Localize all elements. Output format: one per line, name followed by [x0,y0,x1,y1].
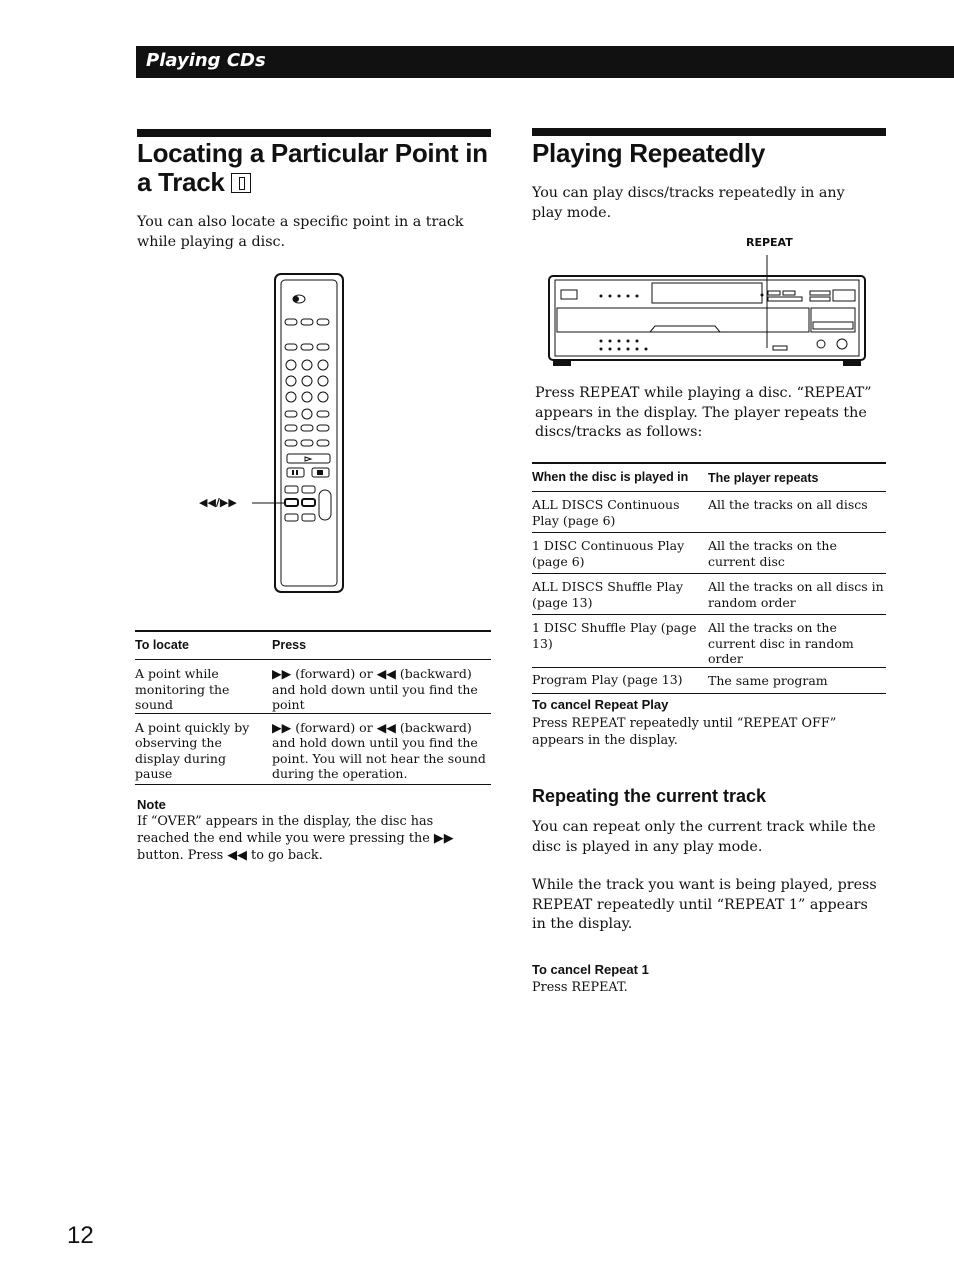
page-number: 12 [67,1222,94,1249]
remote-drawing [195,270,355,600]
cancel-repeat1-text: Press REPEAT. [532,980,628,995]
table-row [135,714,491,784]
remote-callout-label: ◀◀/▶▶ [199,496,237,509]
result-cell: All the tracks on all discs in random order [708,579,884,610]
repeat-table [532,462,886,694]
result-cell: All the tracks on all discs [708,497,868,512]
mode-cell: ALL DISCS Continuous Play (page 6) [532,497,680,528]
locate-table-header-locate: To locate [135,638,189,652]
note-title: Note [137,797,166,812]
remote-illustration [195,270,355,600]
mode-cell: ALL DISCS Shuffle Play (page 13) [532,579,684,610]
note-text: If “OVER” appears in the display, the disc has reached the end while you were pressing the ▶▶ button. Press ◀◀ to go back. [137,814,454,863]
mode-cell: 1 DISC Shuffle Play (page 13) [532,620,697,651]
mode-cell: Program Play (page 13) [532,671,683,687]
cancel-repeat-title: To cancel Repeat Play [532,697,669,712]
section-title: Playing CDs [146,50,266,71]
left-title: Locating a Particular Point in a Track [137,138,488,197]
table-row [532,533,886,573]
mode-cell: 1 DISC Continuous Play (page 6) [532,538,685,569]
cd-player-drawing [545,250,870,370]
repeat-current-track-p2: While the track you want is being played, press REPEAT repeatedly until “REPEAT 1” appears in the display. [532,877,877,932]
table-row [532,668,886,693]
cd-player-illustration [545,250,870,370]
repeat-table-header-mode: When the disc is played in [532,470,689,484]
repeat-table-header-result: The player repeats [708,471,819,485]
right-title-rule [532,128,886,136]
cancel-repeat-text: Press REPEAT repeatedly until “REPEAT OFF” appears in the display. [532,716,837,748]
locate-cell: A point while monitoring the sound [135,666,230,712]
locate-cell: A point quickly by observing the display during pause [135,719,250,781]
left-intro: You can also locate a specific point in a track while playing a disc. [137,214,464,250]
table-row [135,660,491,713]
remote-control-icon [231,173,251,193]
cancel-repeat1-title: To cancel Repeat 1 [532,962,649,977]
right-intro: You can play discs/tracks repeatedly in any play mode. [532,185,845,221]
right-title: Playing Repeatedly [532,138,766,168]
result-cell: All the tracks on the current disc [708,538,837,569]
press-cell: ▶▶ (forward) or ◀◀ (backward) and hold down until you find the point [272,666,478,712]
left-title-rule [137,129,491,137]
section-header-bar [136,46,954,78]
repeat-current-track-heading: Repeating the current track [532,786,767,806]
press-cell: ▶▶ (forward) or ◀◀ (backward) and hold down until you find the point. You will not hear the sound during the operation. [272,719,486,781]
locate-table-header-press: Press [272,638,307,652]
table-row [532,492,886,532]
result-cell: All the tracks on the current disc in random order [708,620,854,666]
locate-table [135,630,491,785]
table-row [532,574,886,614]
result-cell: The same program [708,672,828,688]
repeat-instruction: Press REPEAT while playing a disc. “REPEAT” appears in the display. The player repeats the discs/tracks as follows: [535,385,872,440]
repeat-current-track-p1: You can repeat only the current track while the disc is played in any play mode. [532,819,876,855]
table-row [532,615,886,667]
repeat-callout-label: REPEAT [746,236,793,249]
